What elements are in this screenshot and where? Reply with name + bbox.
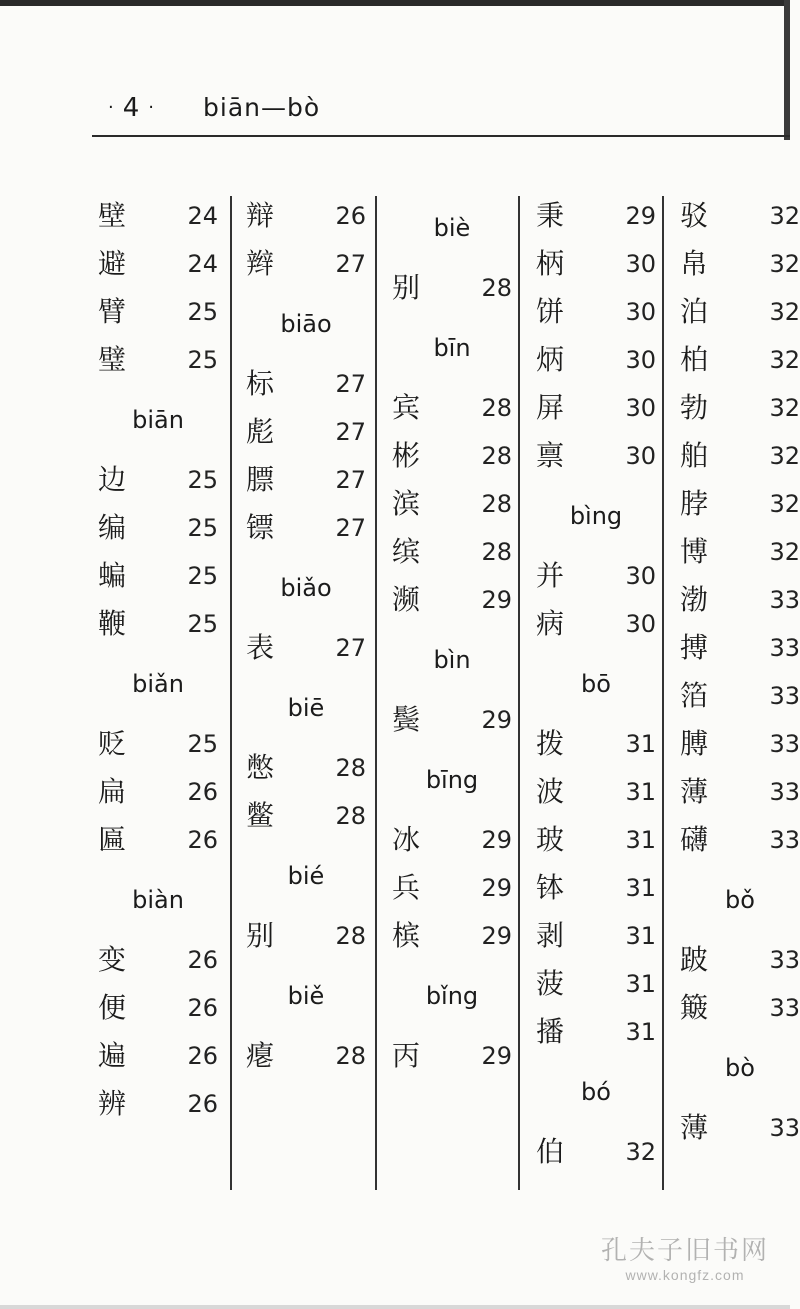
- pinyin-heading: biǎn: [132, 670, 184, 698]
- index-entry: [670, 192, 800, 240]
- entry-character: 匾: [98, 823, 127, 856]
- pinyin-heading: biāo: [280, 310, 332, 338]
- entry-page-number: 28: [335, 754, 366, 782]
- entry-character: 菠: [536, 967, 565, 1000]
- index-entry: [236, 624, 366, 672]
- entry-character: 边: [98, 463, 127, 496]
- entry-page-number: 26: [187, 826, 218, 854]
- index-column-3: [382, 192, 512, 1080]
- entry-character: 遍: [98, 1039, 127, 1072]
- entry-character: 礴: [680, 823, 709, 856]
- entry-character: 波: [536, 775, 565, 808]
- entry-page-number: 32: [769, 202, 800, 230]
- entry-page-number: 33: [769, 778, 800, 806]
- entry-page-number: 30: [625, 562, 656, 590]
- watermark-text: 孔夫子旧书网: [600, 1236, 769, 1266]
- index-entry: [526, 864, 656, 912]
- entry-character: 播: [536, 1015, 565, 1048]
- index-entry: [670, 936, 800, 984]
- index-entry: [236, 240, 366, 288]
- entry-page-number: 32: [769, 490, 800, 518]
- entry-character: 别: [246, 919, 275, 952]
- pinyin-heading: bǐng: [425, 982, 479, 1010]
- entry-page-number: 30: [625, 394, 656, 422]
- index-entry: [526, 1128, 656, 1176]
- entry-page-number: 27: [335, 466, 366, 494]
- entry-page-number: 25: [187, 346, 218, 374]
- entry-character: 兵: [392, 871, 421, 904]
- entry-page-number: 33: [769, 1114, 800, 1142]
- entry-character: 彬: [392, 439, 421, 472]
- entry-character: 滨: [392, 487, 421, 520]
- index-column-4: [526, 192, 656, 1176]
- entry-character: 缤: [392, 535, 421, 568]
- entry-page-number: 28: [481, 274, 512, 302]
- entry-page-number: 30: [625, 610, 656, 638]
- entry-page-number: 25: [187, 466, 218, 494]
- index-entry: [670, 624, 800, 672]
- entry-page-number: 28: [481, 538, 512, 566]
- entry-page-number: 27: [335, 514, 366, 542]
- pinyin-heading: biān: [132, 406, 184, 434]
- header-dot-left: ·: [108, 97, 115, 118]
- entry-character: 玻: [536, 823, 565, 856]
- entry-character: 鬓: [392, 703, 421, 736]
- entry-character: 薄: [680, 1111, 709, 1144]
- index-entry: [670, 720, 800, 768]
- entry-character: 勃: [680, 391, 709, 424]
- entry-character: 便: [98, 991, 127, 1024]
- entry-page-number: 31: [625, 970, 656, 998]
- entry-page-number: 33: [769, 634, 800, 662]
- entry-character: 彪: [246, 415, 275, 448]
- entry-character: 鳖: [246, 799, 275, 832]
- entry-character: 镖: [246, 511, 275, 544]
- column-divider: [230, 196, 232, 1190]
- index-entry: [670, 768, 800, 816]
- page-number: 4: [122, 92, 141, 123]
- entry-page-number: 27: [335, 418, 366, 446]
- pinyin-heading: biē: [287, 694, 325, 722]
- index-entry: [382, 432, 512, 480]
- entry-page-number: 32: [769, 394, 800, 422]
- index-entry: [670, 384, 800, 432]
- entry-character: 屏: [536, 391, 565, 424]
- entry-character: 柄: [536, 247, 565, 280]
- index-entry: [526, 600, 656, 648]
- scan-top-edge: [0, 0, 790, 6]
- index-entry: [236, 192, 366, 240]
- index-entry: [382, 264, 512, 312]
- index-entry: [670, 816, 800, 864]
- entry-page-number: 25: [187, 298, 218, 326]
- entry-page-number: 31: [625, 730, 656, 758]
- entry-character: 簸: [680, 991, 709, 1024]
- entry-character: 编: [98, 511, 127, 544]
- entry-character: 避: [98, 247, 127, 280]
- entry-character: 臂: [98, 295, 127, 328]
- pinyin-heading: biè: [433, 214, 471, 242]
- pinyin-heading: biě: [287, 982, 325, 1010]
- index-column-5: [670, 192, 800, 1152]
- index-entry: [526, 288, 656, 336]
- entry-character: 膘: [246, 463, 275, 496]
- index-entry: [526, 432, 656, 480]
- entry-page-number: 33: [769, 586, 800, 614]
- entry-page-number: 28: [335, 802, 366, 830]
- index-entry: [670, 336, 800, 384]
- entry-page-number: 27: [335, 634, 366, 662]
- column-divider: [375, 196, 377, 1190]
- entry-page-number: 31: [625, 1018, 656, 1046]
- entry-page-number: 25: [187, 610, 218, 638]
- watermark-url: www.kongfz.com: [625, 1267, 745, 1283]
- entry-page-number: 30: [625, 346, 656, 374]
- watermark: [590, 1230, 780, 1283]
- entry-character: 辨: [98, 1087, 127, 1120]
- index-entry: [236, 744, 366, 792]
- entry-character: 泊: [680, 295, 709, 328]
- column-divider: [518, 196, 520, 1190]
- index-entry: [670, 528, 800, 576]
- entry-page-number: 27: [335, 370, 366, 398]
- index-entry: [236, 912, 366, 960]
- scan-right-edge: [784, 0, 790, 140]
- index-entry: [236, 456, 366, 504]
- entry-character: 钵: [536, 871, 565, 904]
- index-entry: [88, 1080, 218, 1128]
- entry-page-number: 29: [481, 586, 512, 614]
- pinyin-heading: bìn: [433, 646, 471, 674]
- entry-page-number: 33: [769, 994, 800, 1022]
- index-entry: [526, 552, 656, 600]
- scan-bottom-edge: [0, 1305, 790, 1309]
- index-entry: [236, 360, 366, 408]
- entry-page-number: 32: [769, 298, 800, 326]
- entry-character: 博: [680, 535, 709, 568]
- pinyin-heading: biàn: [132, 886, 184, 914]
- entry-page-number: 31: [625, 826, 656, 854]
- entry-character: 舶: [680, 439, 709, 472]
- pinyin-heading: bò: [725, 1054, 755, 1082]
- entry-character: 病: [536, 607, 565, 640]
- index-entry: [526, 816, 656, 864]
- entry-page-number: 24: [187, 250, 218, 278]
- index-entry: [382, 528, 512, 576]
- entry-page-number: 32: [769, 442, 800, 470]
- entry-character: 脖: [680, 487, 709, 520]
- entry-character: 瘪: [246, 1039, 275, 1072]
- entry-character: 濒: [392, 583, 421, 616]
- entry-page-number: 29: [481, 1042, 512, 1070]
- entry-page-number: 28: [335, 1042, 366, 1070]
- pinyin-heading: bié: [287, 862, 325, 890]
- index-entry: [670, 672, 800, 720]
- index-entry: [670, 480, 800, 528]
- index-entry: [670, 288, 800, 336]
- entry-page-number: 26: [187, 778, 218, 806]
- entry-page-number: 29: [481, 874, 512, 902]
- entry-character: 伯: [536, 1135, 565, 1168]
- entry-page-number: 29: [481, 922, 512, 950]
- entry-character: 槟: [392, 919, 421, 952]
- entry-page-number: 33: [769, 826, 800, 854]
- index-entry: [526, 1008, 656, 1056]
- entry-page-number: 25: [187, 730, 218, 758]
- entry-character: 宾: [392, 391, 421, 424]
- entry-character: 帛: [680, 247, 709, 280]
- index-entry: [382, 480, 512, 528]
- index-entry: [88, 720, 218, 768]
- entry-page-number: 26: [187, 946, 218, 974]
- entry-character: 膊: [680, 727, 709, 760]
- entry-character: 搏: [680, 631, 709, 664]
- index-entry: [382, 1032, 512, 1080]
- entry-character: 壁: [98, 199, 127, 232]
- index-entry: [526, 240, 656, 288]
- entry-character: 剥: [536, 919, 565, 952]
- index-entry: [88, 936, 218, 984]
- entry-page-number: 25: [187, 562, 218, 590]
- entry-page-number: 26: [187, 1042, 218, 1070]
- index-column-2: [236, 192, 366, 1080]
- entry-page-number: 28: [481, 394, 512, 422]
- column-divider: [662, 196, 664, 1190]
- index-entry: [382, 912, 512, 960]
- pinyin-heading: bīng: [425, 766, 479, 794]
- entry-character: 扁: [98, 775, 127, 808]
- entry-page-number: 32: [769, 346, 800, 374]
- entry-character: 鞭: [98, 607, 127, 640]
- index-entry: [382, 816, 512, 864]
- index-entry: [88, 504, 218, 552]
- entry-character: 冰: [392, 823, 421, 856]
- index-entry: [670, 984, 800, 1032]
- index-entry: [236, 1032, 366, 1080]
- entry-page-number: 29: [481, 706, 512, 734]
- index-entry: [88, 456, 218, 504]
- entry-character: 炳: [536, 343, 565, 376]
- pinyin-heading: bǒ: [725, 886, 755, 914]
- index-entry: [88, 552, 218, 600]
- entry-character: 变: [98, 943, 127, 976]
- index-entry: [88, 816, 218, 864]
- entry-page-number: 28: [481, 490, 512, 518]
- entry-character: 璧: [98, 343, 127, 376]
- index-entry: [670, 432, 800, 480]
- entry-page-number: 30: [625, 250, 656, 278]
- index-entry: [88, 336, 218, 384]
- entry-character: 别: [392, 271, 421, 304]
- entry-page-number: 33: [769, 682, 800, 710]
- entry-page-number: 26: [187, 994, 218, 1022]
- index-entry: [236, 792, 366, 840]
- index-entry: [382, 384, 512, 432]
- entry-page-number: 33: [769, 730, 800, 758]
- entry-character: 并: [536, 559, 565, 592]
- entry-page-number: 27: [335, 250, 366, 278]
- entry-character: 薄: [680, 775, 709, 808]
- entry-character: 秉: [536, 199, 565, 232]
- index-entry: [670, 576, 800, 624]
- index-entry: [382, 576, 512, 624]
- entry-character: 辩: [246, 199, 275, 232]
- header-dot-right: ·: [148, 97, 156, 118]
- entry-page-number: 31: [625, 778, 656, 806]
- index-entry: [526, 912, 656, 960]
- entry-character: 饼: [536, 295, 565, 328]
- header-rule: [92, 135, 790, 137]
- index-entry: [526, 768, 656, 816]
- index-entry: [88, 768, 218, 816]
- pinyin-heading: bō: [581, 670, 611, 698]
- entry-page-number: 28: [335, 922, 366, 950]
- entry-character: 渤: [680, 583, 709, 616]
- index-entry: [526, 192, 656, 240]
- pinyin-heading: biǎo: [280, 574, 332, 602]
- pinyin-heading: bó: [581, 1078, 611, 1106]
- entry-page-number: 30: [625, 442, 656, 470]
- index-entry: [88, 288, 218, 336]
- entry-page-number: 24: [187, 202, 218, 230]
- running-header: [100, 92, 320, 132]
- entry-page-number: 31: [625, 874, 656, 902]
- entry-page-number: 30: [625, 298, 656, 326]
- entry-page-number: 29: [625, 202, 656, 230]
- entry-page-number: 26: [335, 202, 366, 230]
- index-entry: [236, 408, 366, 456]
- index-entry: [236, 504, 366, 552]
- index-entry: [88, 240, 218, 288]
- index-entry: [526, 336, 656, 384]
- index-entry: [526, 960, 656, 1008]
- entry-page-number: 32: [769, 250, 800, 278]
- entry-character: 贬: [98, 727, 127, 760]
- entry-page-number: 33: [769, 946, 800, 974]
- index-column-1: [88, 192, 218, 1128]
- entry-character: 表: [246, 631, 275, 664]
- pinyin-heading: bīn: [433, 334, 471, 362]
- index-entry: [382, 864, 512, 912]
- index-entry: [88, 1032, 218, 1080]
- entry-character: 丙: [392, 1039, 421, 1072]
- entry-character: 跛: [680, 943, 709, 976]
- index-entry: [88, 600, 218, 648]
- index-entry: [526, 384, 656, 432]
- index-entry: [670, 240, 800, 288]
- entry-character: 蝙: [98, 559, 127, 592]
- entry-character: 箔: [680, 679, 709, 712]
- entry-character: 憋: [246, 751, 275, 784]
- entry-page-number: 32: [769, 538, 800, 566]
- index-entry: [382, 696, 512, 744]
- entry-page-number: 29: [481, 826, 512, 854]
- entry-character: 标: [246, 367, 275, 400]
- index-entry: [670, 1104, 800, 1152]
- entry-page-number: 25: [187, 514, 218, 542]
- index-entry: [88, 192, 218, 240]
- entry-page-number: 31: [625, 922, 656, 950]
- entry-character: 驳: [680, 199, 709, 232]
- entry-character: 拨: [536, 727, 565, 760]
- index-entry: [88, 984, 218, 1032]
- index-entry: [526, 720, 656, 768]
- entry-page-number: 28: [481, 442, 512, 470]
- entry-character: 柏: [680, 343, 709, 376]
- entry-character: 辫: [246, 247, 275, 280]
- entry-page-number: 32: [625, 1138, 656, 1166]
- pinyin-heading: bìng: [569, 502, 623, 530]
- entry-page-number: 26: [187, 1090, 218, 1118]
- pinyin-range: biān—bò: [203, 93, 321, 122]
- entry-character: 禀: [536, 439, 565, 472]
